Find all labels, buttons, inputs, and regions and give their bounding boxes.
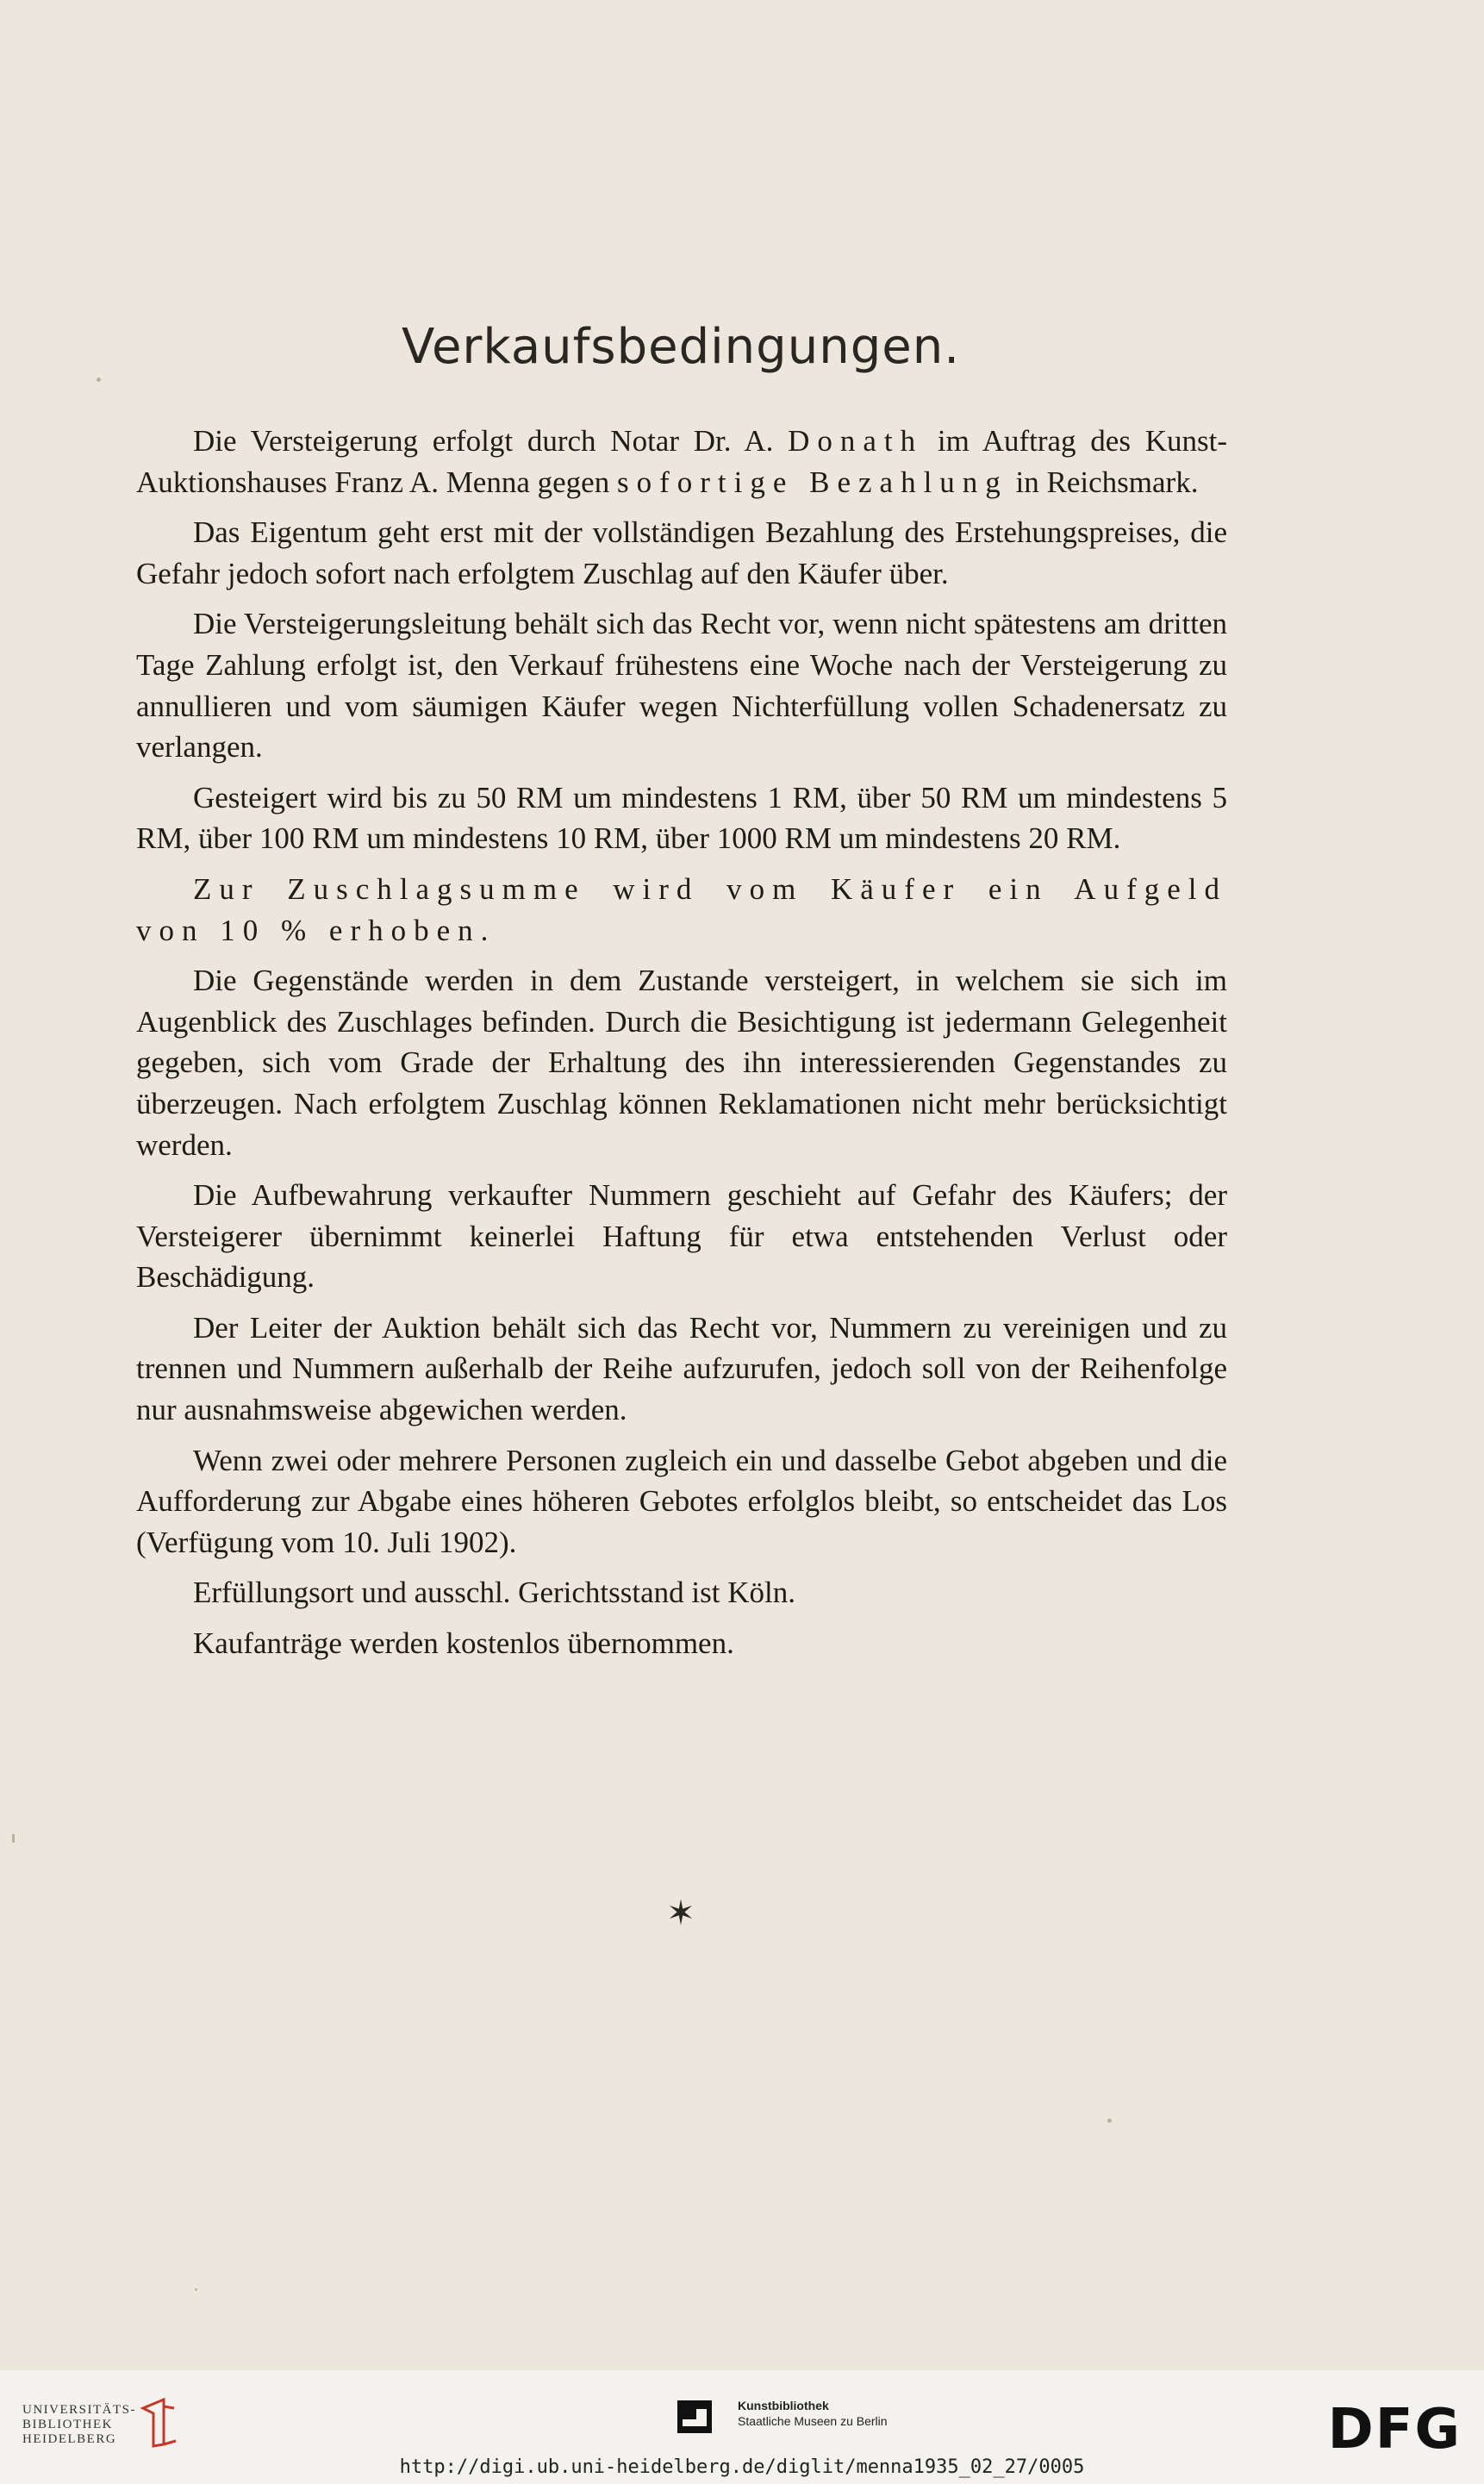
conditions-paragraph: [136, 777, 1227, 859]
kunstbibliothek-subtitle: Staatliche Museen zu Berlin: [738, 2414, 888, 2428]
paper-speck: [12, 1834, 15, 1843]
paragraph-text: Die Versteigerung erfolgt durch Notar Dr. A.: [193, 424, 789, 458]
paper-speck: [1107, 2119, 1112, 2123]
paper-speck: [195, 2288, 197, 2291]
kunstbibliothek-name: Kunstbibliothek: [738, 2399, 829, 2412]
spaced-emphasis-text: sofortige Bezahlung: [616, 465, 1008, 499]
library-line: UNIVERSITÄTS-: [22, 2403, 136, 2417]
end-ornament: ✶: [666, 1894, 695, 1932]
paper-speck: [97, 378, 101, 382]
conditions-paragraph: [136, 603, 1227, 767]
source-url[interactable]: http://digi.ub.uni-heidelberg.de/diglit/menna1935_02_27/0005: [399, 2456, 1085, 2478]
library-line: BIBLIOTHEK: [22, 2418, 113, 2431]
conditions-paragraph: [136, 512, 1227, 594]
paragraph-text: Der Leiter der Auktion behält sich das Recht vor, Nummern zu vereinigen und zu trennen und Nummern außerhalb der Reihe aufzurufen, jedoch soll von der Reihenfolge nur ausnahmsweise abgewichen werden.: [136, 1310, 1227, 1427]
conditions-paragraph: [136, 1440, 1227, 1563]
conditions-paragraph: [136, 1623, 1227, 1664]
conditions-text: [136, 421, 1227, 1674]
paragraph-text: Gesteigert wird bis zu 50 RM um mindestens 1 RM, über 50 RM um mindestens 5 RM, über 100 RM um mindestens 10 RM, über 1000 RM um mindestens 20 RM.: [136, 780, 1227, 856]
paragraph-text: Die Gegenstände werden in dem Zustande versteigert, in welchem sie sich im Augenblick des Zuschlages befinden. Durch die Besichtigung ist jedermann Gelegenheit gegeben, sich vom Grade der Erhaltung des ihn interessierenden Gegenstandes zu überzeugen. Nach erfolgtem Zuschlag können Reklamationen nicht mehr berücksichtigt werden.: [136, 964, 1227, 1162]
kunstbibliothek-logo-icon: [677, 2400, 712, 2433]
conditions-paragraph: [136, 421, 1227, 502]
conditions-paragraph: [136, 1175, 1227, 1298]
paragraph-text: Das Eigentum geht erst mit der vollständigen Bezahlung des Erstehungspreises, die Gefahr jedoch sofort nach erfolgtem Zuschlag auf den Käufer über.: [136, 515, 1227, 590]
paragraph-text: in Reichsmark.: [1007, 465, 1199, 499]
paragraph-text: Die Aufbewahrung verkaufter Nummern geschieht auf Gefahr des Käufers; der Versteigerer übernimmt keinerlei Haftung für etwa entstehenden Verlust oder Beschädigung.: [136, 1178, 1227, 1295]
spaced-emphasis-text: Donath: [788, 424, 924, 458]
conditions-paragraph: [136, 869, 1227, 951]
library-line: HEIDELBERG: [22, 2432, 117, 2446]
paragraph-text: Erfüllungsort und ausschl. Gerichtsstand ist Köln.: [193, 1576, 795, 1610]
conditions-paragraph: [136, 1572, 1227, 1613]
kunstbibliothek-logo[interactable]: [738, 2398, 888, 2429]
document-title: Verkaufsbedingungen.: [401, 319, 960, 375]
paragraph-text: Kaufanträge werden kostenlos übernommen.: [193, 1626, 734, 1661]
paragraph-text: Die Versteigerungsleitung behält sich das Recht vor, wenn nicht spätestens am dritten Tage Zahlung erfolgt ist, den Verkauf frühestens eine Woche nach der Versteigerung zu annullieren und vom säumigen Käufer wegen Nichterfüllung vollen Schadenersatz zu verlangen.: [136, 607, 1227, 765]
library-emblem-icon: [138, 2396, 178, 2450]
paragraph-text: Wenn zwei oder mehrere Personen zugleich ein und dasselbe Gebot abgeben und die Aufforderung zur Abgabe eines höheren Gebotes erfolglos bleibt, so entscheidet das Los (Verfügung vom 10. Juli 1902).: [136, 1443, 1227, 1559]
conditions-paragraph: [136, 1308, 1227, 1431]
conditions-paragraph: [136, 960, 1227, 1165]
university-library-logo[interactable]: [22, 2403, 136, 2447]
digitization-footer: [0, 2370, 1484, 2484]
paragraph-text: im Auftrag des Kunst-Auktionshauses Franz A. Menna gegen: [136, 424, 1227, 499]
dfg-logo[interactable]: DFG: [1327, 2398, 1462, 2462]
spaced-emphasis-text: Zur Zuschlagsumme wird vom Käufer ein Aufgeld von 10 % erhoben.: [136, 871, 1227, 947]
